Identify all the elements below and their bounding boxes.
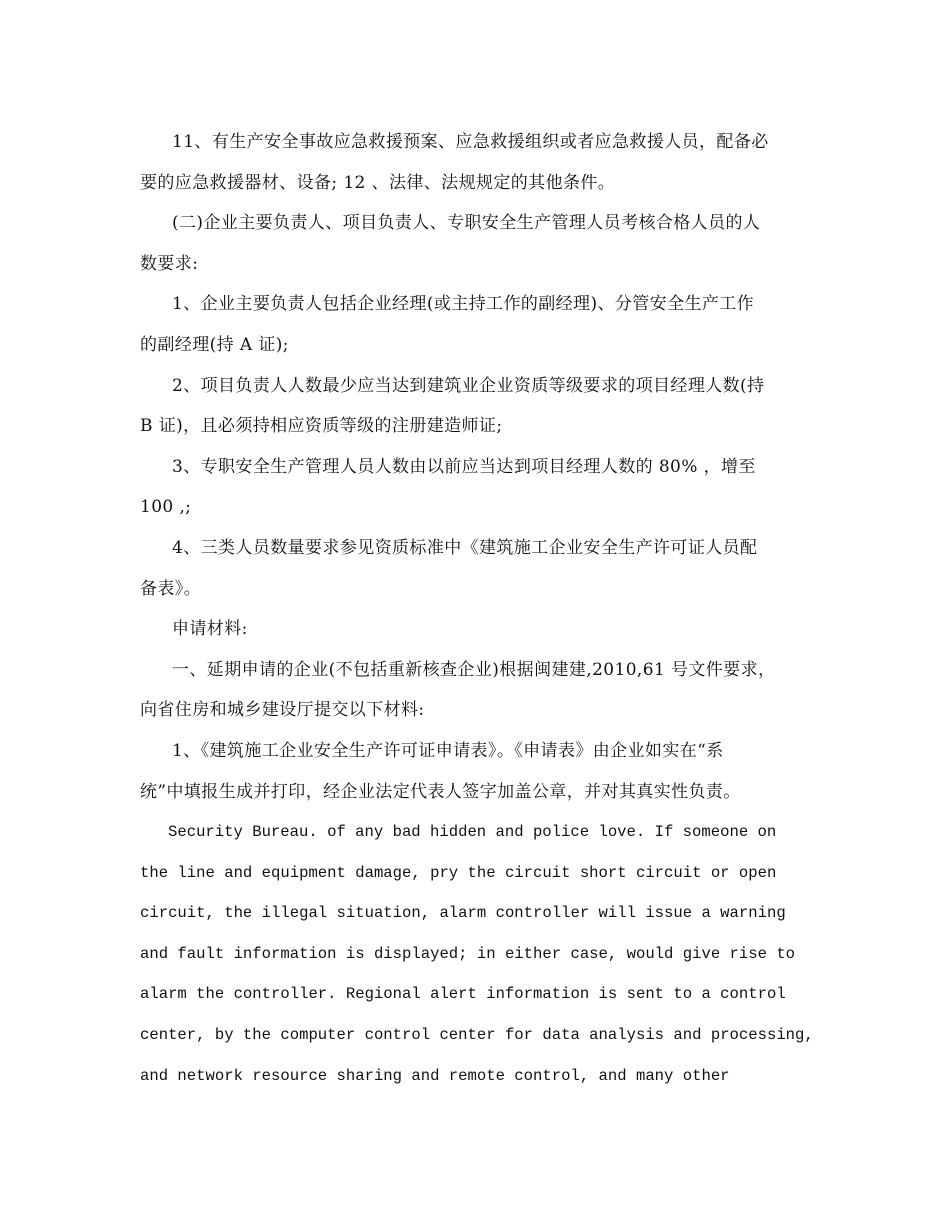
text-line: alarm the controller. Regional alert information is sent to a control (140, 985, 786, 1004)
paragraph-item-4 (140, 528, 810, 609)
text-line: 数要求: (140, 253, 199, 274)
paragraph-english-filler (140, 812, 814, 1096)
text-line: Security Bureau. of any bad hidden and police love. If someone on (168, 823, 777, 842)
paragraph-requirement-11 (140, 122, 810, 203)
text-line: circuit, the illegal situation, alarm controller will issue a warning (140, 904, 786, 923)
text-line: and network resource sharing and remote control, and many other (140, 1066, 730, 1085)
paragraph-material-1 (140, 731, 810, 812)
text-line: (二)企业主要负责人、项目负责人、专职安全生产管理人员考核合格人员的人 (172, 213, 761, 234)
text-line: and fault information is displayed; in either case, would give rise to (140, 944, 796, 963)
section-heading-application-materials (140, 609, 810, 650)
paragraph-item-1 (140, 284, 810, 365)
text-line: 一、延期申请的企业(不包括重新核查企业)根据闽建建,2010,61 号文件要求， (172, 659, 776, 680)
paragraph-personnel-heading (140, 203, 810, 284)
paragraph-extension-application (140, 650, 810, 731)
text-line: the line and equipment damage, pry the circuit short circuit or open (140, 863, 777, 882)
text-line: 1、企业主要负责人包括企业经理(或主持工作的副经理)、分管安全生产工作 (172, 294, 755, 315)
text-line: 申请材料: (172, 619, 248, 640)
text-line: center, by the computer control center for data analysis and processing, (140, 1026, 814, 1045)
text-line: 的副经理(持 A 证); (140, 334, 289, 355)
text-line: 向省住房和城乡建设厅提交以下材料: (140, 700, 425, 721)
text-line: 4、三类人员数量要求参见资质标准中《建筑施工企业安全生产许可证人员配 (172, 537, 758, 558)
document-body (140, 122, 814, 1096)
paragraph-item-2 (140, 366, 810, 447)
text-line: B 证)，且必须持相应资质等级的注册建造师证; (140, 416, 503, 437)
paragraph-item-3 (140, 447, 810, 528)
text-line: 备表》。 (140, 578, 202, 599)
text-line: 1、《建筑施工企业安全生产许可证申请表》。《申请表》由企业如实在“系 (172, 740, 724, 761)
text-line: 3、专职安全生产管理人员人数由以前应当达到项目经理人数的 80% ，增至 (172, 456, 756, 477)
text-line: 统”中填报生成并打印，经企业法定代表人签字加盖公章，并对其真实性负责。 (140, 781, 741, 802)
text-line: 100 ,; (140, 497, 192, 518)
text-line: 要的应急救援器材、设备; 12 、法律、法规规定的其他条件。 (140, 172, 616, 193)
text-line: 2、项目负责人人数最少应当达到建筑业企业资质等级要求的项目经理人数(持 (172, 375, 765, 396)
text-line: 11、有生产安全事故应急救援预案、应急救援组织或者应急救援人员，配备必 (172, 132, 769, 152)
